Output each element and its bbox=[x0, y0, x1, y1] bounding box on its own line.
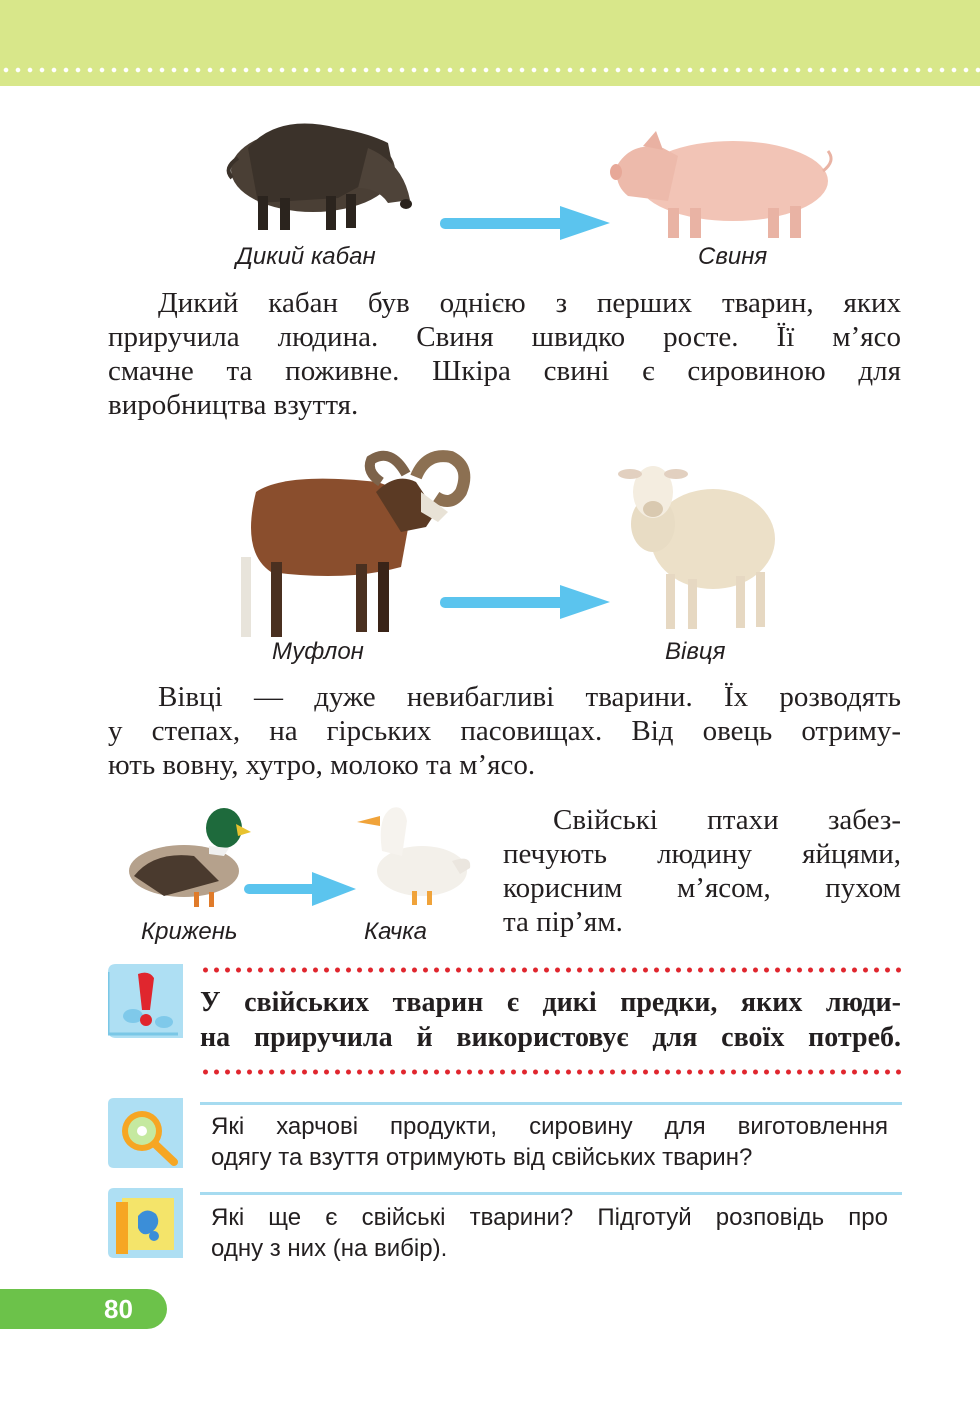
pig-image bbox=[608, 126, 833, 244]
duck-image bbox=[352, 796, 474, 912]
caption-sheep: Вівця bbox=[665, 638, 726, 665]
paragraph-line: смачне та поживне. Шкіра свині є сировиною для bbox=[108, 355, 901, 387]
important-line: на приручила й використовує для своїх потреб. bbox=[200, 1022, 901, 1053]
paragraph-line: Дикий кабан був однією з перших тварин, яких bbox=[158, 287, 901, 319]
paragraph-line: Свійські птахи забез- bbox=[553, 804, 901, 836]
question-line: одягу та взуття отримують від свійських тварин? bbox=[211, 1144, 753, 1171]
paragraph-birds bbox=[503, 803, 901, 939]
question-line: одну з них (на вибір). bbox=[211, 1235, 448, 1262]
important-statement bbox=[200, 985, 901, 1055]
paragraph-sheep bbox=[108, 680, 901, 782]
important-top-dots bbox=[200, 967, 904, 973]
paragraph-line: приручила людина. Свиня швидко росте. Її м’ясо bbox=[108, 321, 901, 353]
mallard-image bbox=[124, 796, 252, 912]
paragraph-line: виробництва взуття. bbox=[108, 389, 359, 421]
question-line: Які харчові продукти, сировину для виготовлення bbox=[211, 1113, 888, 1140]
question-1-rule bbox=[200, 1102, 902, 1105]
arrow-mallard-to-duck bbox=[244, 870, 358, 908]
paragraph-pigs bbox=[108, 286, 901, 422]
exclamation-icon bbox=[108, 964, 183, 1038]
question-line: Які ще є свійські тварини? Підготуй розповідь про bbox=[211, 1204, 888, 1231]
important-line: У свійських тварин є дикі предки, яких люди- bbox=[200, 987, 901, 1018]
paragraph-line: корисним м’ясом, пухом bbox=[503, 872, 901, 904]
question-1 bbox=[211, 1111, 888, 1173]
arrow-boar-to-pig bbox=[440, 203, 612, 243]
paragraph-line: у степах, на гірських пасовищах. Від овець отриму- bbox=[108, 715, 901, 747]
arrow-mouflon-to-sheep bbox=[440, 582, 612, 622]
notebook-icon bbox=[108, 1188, 183, 1258]
caption-wild-boar: Дикий кабан bbox=[236, 243, 376, 270]
magnifier-icon bbox=[108, 1098, 183, 1168]
page-number-tab bbox=[0, 1289, 167, 1329]
mouflon-image bbox=[226, 432, 474, 647]
page-number: 80 bbox=[104, 1294, 133, 1324]
paragraph-line: печують людину яйцями, bbox=[503, 838, 901, 870]
wild-boar-image bbox=[218, 108, 418, 243]
paragraph-line: та пір’ям. bbox=[503, 906, 623, 938]
caption-mouflon: Муфлон bbox=[272, 638, 364, 665]
question-2-rule bbox=[200, 1192, 902, 1195]
caption-duck: Качка bbox=[364, 918, 427, 945]
header-dots bbox=[0, 66, 980, 74]
question-2 bbox=[211, 1202, 888, 1264]
paragraph-line: ють вовну, хутро, молоко та м’ясо. bbox=[108, 749, 536, 781]
caption-pig: Свиня bbox=[698, 243, 768, 270]
important-bottom-dots bbox=[200, 1069, 904, 1075]
sheep-image bbox=[618, 454, 781, 634]
paragraph-line: Вівці — дуже невибагливі тварини. Їх розводять bbox=[158, 681, 901, 713]
caption-mallard: Крижень bbox=[141, 918, 238, 945]
